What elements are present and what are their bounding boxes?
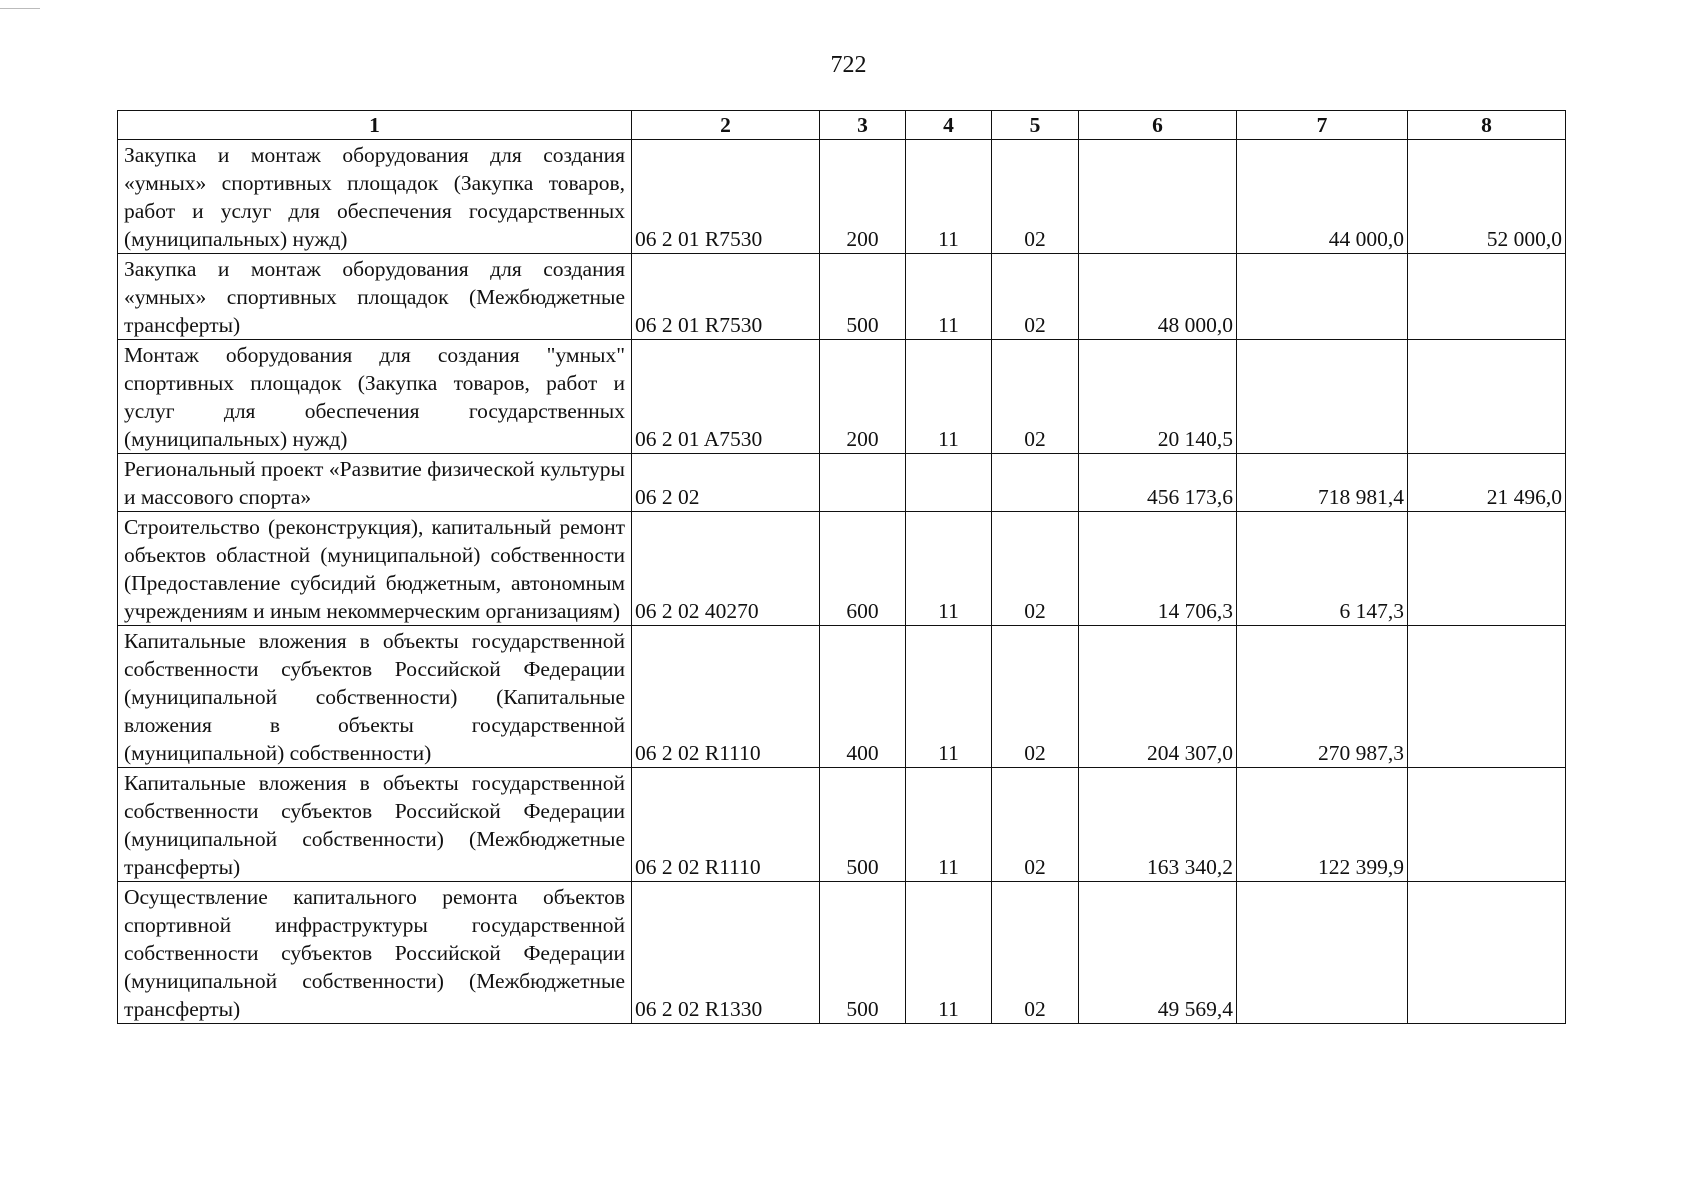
expense-type-cell: 500 xyxy=(820,254,906,340)
amount-col8 xyxy=(1408,768,1566,882)
table-row xyxy=(118,254,1566,340)
subsection-cell: 02 xyxy=(992,882,1079,1024)
subsection-cell: 02 xyxy=(992,140,1079,254)
subsection-cell xyxy=(992,454,1079,512)
section-cell: 11 xyxy=(906,140,992,254)
target-article-code: 06 2 01 R7530 xyxy=(632,140,820,254)
section-cell: 11 xyxy=(906,626,992,768)
table-row xyxy=(118,512,1566,626)
section-cell: 11 xyxy=(906,512,992,626)
amount-col6: 48 000,0 xyxy=(1079,254,1237,340)
section-cell: 11 xyxy=(906,254,992,340)
header-cell: 2 xyxy=(632,111,820,140)
amount-col7: 122 399,9 xyxy=(1237,768,1408,882)
table-row xyxy=(118,768,1566,882)
row-description: Капитальные вложения в объекты государственной собственности субъектов Российской Федерации (муниципальной собственности) (Межбюджетные трансферты) xyxy=(118,768,632,882)
target-article-code: 06 2 01 R7530 xyxy=(632,254,820,340)
amount-col7 xyxy=(1237,254,1408,340)
row-description: Монтаж оборудования для создания "умных" спортивных площадок (Закупка товаров, работ и услуг для обеспечения государственных (муниципальных) нужд) xyxy=(118,340,632,454)
amount-col6 xyxy=(1079,140,1237,254)
row-description: Осуществление капитального ремонта объектов спортивной инфраструктуры государственной собственности субъектов Российской Федерации (муниципальной собственности) (Межбюджетные трансферты) xyxy=(118,882,632,1024)
expense-type-cell: 500 xyxy=(820,768,906,882)
target-article-code: 06 2 02 40270 xyxy=(632,512,820,626)
table-row xyxy=(118,340,1566,454)
expense-type-cell: 200 xyxy=(820,340,906,454)
amount-col6: 456 173,6 xyxy=(1079,454,1237,512)
target-article-code: 06 2 02 xyxy=(632,454,820,512)
expense-type-cell: 400 xyxy=(820,626,906,768)
page-number: 722 xyxy=(830,52,867,78)
amount-col8 xyxy=(1408,882,1566,1024)
table-row xyxy=(118,140,1566,254)
amount-col8 xyxy=(1408,254,1566,340)
amount-col8 xyxy=(1408,340,1566,454)
target-article-code: 06 2 01 A7530 xyxy=(632,340,820,454)
row-description: Закупка и монтаж оборудования для создания «умных» спортивных площадок (Закупка товаров, работ и услуг для обеспечения государственных (муниципальных) нужд) xyxy=(118,140,632,254)
subsection-cell: 02 xyxy=(992,768,1079,882)
expense-type-cell: 200 xyxy=(820,140,906,254)
table-row xyxy=(118,626,1566,768)
amount-col6: 20 140,5 xyxy=(1079,340,1237,454)
amount-col7: 718 981,4 xyxy=(1237,454,1408,512)
row-description: Закупка и монтаж оборудования для создания «умных» спортивных площадок (Межбюджетные трансферты) xyxy=(118,254,632,340)
expense-type-cell: 600 xyxy=(820,512,906,626)
header-cell: 6 xyxy=(1079,111,1237,140)
amount-col8 xyxy=(1408,512,1566,626)
amount-col6: 163 340,2 xyxy=(1079,768,1237,882)
expense-type-cell: 500 xyxy=(820,882,906,1024)
section-cell xyxy=(906,454,992,512)
amount-col7: 44 000,0 xyxy=(1237,140,1408,254)
section-cell: 11 xyxy=(906,882,992,1024)
table-row xyxy=(118,882,1566,1024)
budget-table xyxy=(117,110,1566,1024)
subsection-cell: 02 xyxy=(992,340,1079,454)
amount-col6: 204 307,0 xyxy=(1079,626,1237,768)
subsection-cell: 02 xyxy=(992,254,1079,340)
amount-col7 xyxy=(1237,882,1408,1024)
target-article-code: 06 2 02 R1110 xyxy=(632,626,820,768)
header-row xyxy=(118,111,1566,140)
header-cell: 7 xyxy=(1237,111,1408,140)
subsection-cell: 02 xyxy=(992,512,1079,626)
section-cell: 11 xyxy=(906,340,992,454)
expense-type-cell xyxy=(820,454,906,512)
row-description: Капитальные вложения в объекты государственной собственности субъектов Российской Федерации (муниципальной собственности) (Капитальные вложения в объекты государственной (муниципальной) собственности) xyxy=(118,626,632,768)
amount-col7: 6 147,3 xyxy=(1237,512,1408,626)
target-article-code: 06 2 02 R1110 xyxy=(632,768,820,882)
amount-col8: 21 496,0 xyxy=(1408,454,1566,512)
amount-col7: 270 987,3 xyxy=(1237,626,1408,768)
header-cell: 8 xyxy=(1408,111,1566,140)
table-row xyxy=(118,454,1566,512)
amount-col6: 49 569,4 xyxy=(1079,882,1237,1024)
header-cell: 5 xyxy=(992,111,1079,140)
row-description: Региональный проект «Развитие физической культуры и массового спорта» xyxy=(118,454,632,512)
section-cell: 11 xyxy=(906,768,992,882)
row-description: Строительство (реконструкция), капитальный ремонт объектов областной (муниципальной) собственности (Предоставление субсидий бюджетным, автономным учреждениям и иным некоммерческим организациям) xyxy=(118,512,632,626)
scan-edge-mark xyxy=(0,8,40,9)
header-cell: 3 xyxy=(820,111,906,140)
subsection-cell: 02 xyxy=(992,626,1079,768)
header-cell: 1 xyxy=(118,111,632,140)
amount-col8 xyxy=(1408,626,1566,768)
amount-col7 xyxy=(1237,340,1408,454)
amount-col8: 52 000,0 xyxy=(1408,140,1566,254)
amount-col6: 14 706,3 xyxy=(1079,512,1237,626)
target-article-code: 06 2 02 R1330 xyxy=(632,882,820,1024)
header-cell: 4 xyxy=(906,111,992,140)
